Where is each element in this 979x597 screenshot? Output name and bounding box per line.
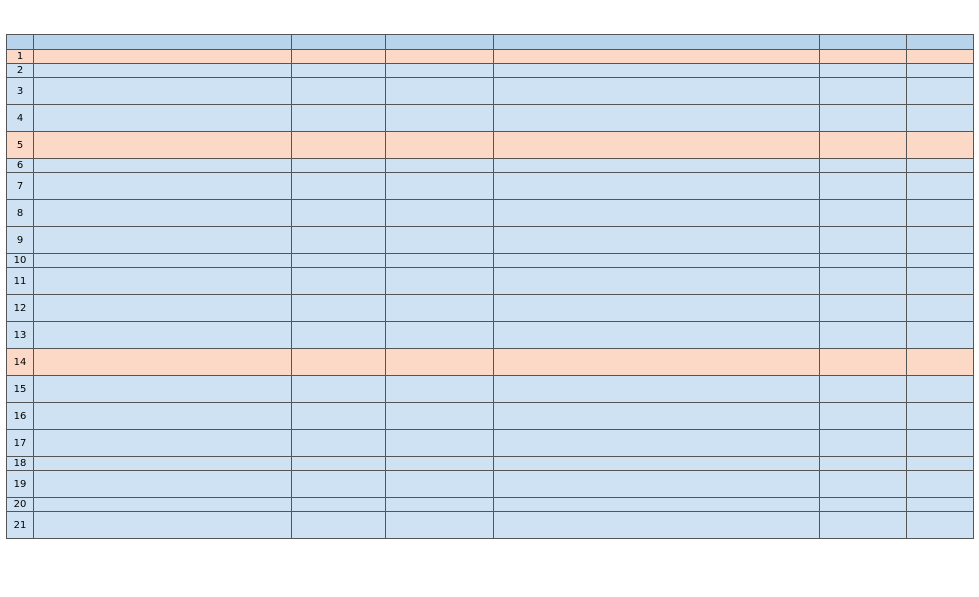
row-number: 5 xyxy=(7,132,34,159)
table-cell xyxy=(820,430,907,457)
table-row xyxy=(7,132,974,159)
table-cell xyxy=(907,376,974,403)
table-cell xyxy=(386,227,494,254)
table-cell xyxy=(34,376,292,403)
table-cell xyxy=(494,457,820,471)
table-cell xyxy=(820,105,907,132)
table-cell xyxy=(494,64,820,78)
row-number: 19 xyxy=(7,471,34,498)
row-number: 16 xyxy=(7,403,34,430)
table-cell xyxy=(820,471,907,498)
header-cell xyxy=(494,35,820,50)
table-cell xyxy=(494,254,820,268)
table-cell xyxy=(292,50,386,64)
table-cell xyxy=(820,64,907,78)
table-cell xyxy=(820,78,907,105)
row-number: 10 xyxy=(7,254,34,268)
table-cell xyxy=(494,471,820,498)
table-cell xyxy=(34,512,292,539)
table-cell xyxy=(292,268,386,295)
table-cell xyxy=(494,105,820,132)
table-row xyxy=(7,200,974,227)
table-cell xyxy=(494,132,820,159)
table-cell xyxy=(494,512,820,539)
table-cell xyxy=(34,50,292,64)
table-cell xyxy=(386,498,494,512)
table-cell xyxy=(494,159,820,173)
table-cell xyxy=(820,254,907,268)
table-cell xyxy=(34,268,292,295)
table-cell xyxy=(292,498,386,512)
table-cell xyxy=(907,295,974,322)
table-cell xyxy=(907,403,974,430)
row-number: 18 xyxy=(7,457,34,471)
header-cell xyxy=(907,35,974,50)
table-row xyxy=(7,457,974,471)
table-row xyxy=(7,268,974,295)
table-cell xyxy=(386,173,494,200)
table-cell xyxy=(34,227,292,254)
header-cell xyxy=(820,35,907,50)
table-cell xyxy=(820,50,907,64)
table-row xyxy=(7,349,974,376)
table-cell xyxy=(292,471,386,498)
table-cell xyxy=(34,132,292,159)
table-cell xyxy=(34,349,292,376)
row-number: 15 xyxy=(7,376,34,403)
table-cell xyxy=(820,268,907,295)
table-cell xyxy=(386,349,494,376)
table-cell xyxy=(292,322,386,349)
row-number: 7 xyxy=(7,173,34,200)
table-cell xyxy=(494,322,820,349)
table-cell xyxy=(292,295,386,322)
table-cell xyxy=(386,322,494,349)
table-cell xyxy=(820,132,907,159)
table-cell xyxy=(386,132,494,159)
table-cell xyxy=(292,457,386,471)
table-cell xyxy=(34,200,292,227)
table-row xyxy=(7,471,974,498)
table-cell xyxy=(820,322,907,349)
table-cell xyxy=(820,403,907,430)
table-cell xyxy=(34,403,292,430)
table-cell xyxy=(386,78,494,105)
table-cell xyxy=(907,471,974,498)
row-number: 13 xyxy=(7,322,34,349)
table-row xyxy=(7,512,974,539)
table-cell xyxy=(907,498,974,512)
table-cell xyxy=(820,295,907,322)
row-number: 8 xyxy=(7,200,34,227)
table-cell xyxy=(907,50,974,64)
table-cell xyxy=(292,173,386,200)
table-header-row xyxy=(7,35,974,50)
table-row xyxy=(7,254,974,268)
table-cell xyxy=(386,295,494,322)
row-number: 14 xyxy=(7,349,34,376)
table-row xyxy=(7,64,974,78)
table-cell xyxy=(386,254,494,268)
table-cell xyxy=(386,159,494,173)
table-cell xyxy=(494,173,820,200)
table-cell xyxy=(494,78,820,105)
table-cell xyxy=(292,512,386,539)
table-cell xyxy=(494,430,820,457)
table-cell xyxy=(292,64,386,78)
row-number: 6 xyxy=(7,159,34,173)
table-row xyxy=(7,322,974,349)
table-row xyxy=(7,159,974,173)
table-cell xyxy=(907,349,974,376)
table-cell xyxy=(907,512,974,539)
table-row xyxy=(7,295,974,322)
header-cell xyxy=(7,35,34,50)
table-cell xyxy=(34,457,292,471)
table-cell xyxy=(907,254,974,268)
table-cell xyxy=(34,254,292,268)
table-cell xyxy=(494,295,820,322)
table-row xyxy=(7,173,974,200)
table-cell xyxy=(292,132,386,159)
table-cell xyxy=(386,376,494,403)
table-row xyxy=(7,227,974,254)
table-cell xyxy=(820,512,907,539)
table-row xyxy=(7,403,974,430)
table-cell xyxy=(820,200,907,227)
row-number: 17 xyxy=(7,430,34,457)
table-cell xyxy=(907,78,974,105)
table-cell xyxy=(34,105,292,132)
table-cell xyxy=(292,159,386,173)
table-cell xyxy=(34,173,292,200)
table-cell xyxy=(907,430,974,457)
table-cell xyxy=(292,349,386,376)
table-cell xyxy=(386,64,494,78)
table-row xyxy=(7,105,974,132)
header-cell xyxy=(386,35,494,50)
document-title xyxy=(0,0,979,33)
row-number: 4 xyxy=(7,105,34,132)
table-cell xyxy=(34,498,292,512)
table-cell xyxy=(820,159,907,173)
table-cell xyxy=(494,227,820,254)
table-cell xyxy=(292,105,386,132)
table-row xyxy=(7,78,974,105)
table-cell xyxy=(907,132,974,159)
table-cell xyxy=(292,78,386,105)
table-cell xyxy=(907,227,974,254)
table-cell xyxy=(820,498,907,512)
table-cell xyxy=(386,457,494,471)
table-cell xyxy=(820,173,907,200)
row-number: 20 xyxy=(7,498,34,512)
row-number: 9 xyxy=(7,227,34,254)
table-cell xyxy=(820,349,907,376)
table-cell xyxy=(494,498,820,512)
table-cell xyxy=(292,403,386,430)
table-cell xyxy=(820,227,907,254)
table-cell xyxy=(494,349,820,376)
table-cell xyxy=(907,268,974,295)
table-cell xyxy=(494,200,820,227)
table-cell xyxy=(494,268,820,295)
table-cell xyxy=(386,50,494,64)
table-cell xyxy=(907,457,974,471)
table-cell xyxy=(907,64,974,78)
table-cell xyxy=(820,457,907,471)
table-cell xyxy=(34,64,292,78)
table-cell xyxy=(292,254,386,268)
table-cell xyxy=(386,512,494,539)
table-cell xyxy=(386,430,494,457)
table-cell xyxy=(907,173,974,200)
table-cell xyxy=(292,227,386,254)
row-number: 21 xyxy=(7,512,34,539)
table-cell xyxy=(34,471,292,498)
table-cell xyxy=(292,200,386,227)
table-row xyxy=(7,498,974,512)
table-cell xyxy=(386,403,494,430)
row-number: 3 xyxy=(7,78,34,105)
table-row xyxy=(7,376,974,403)
table-cell xyxy=(494,376,820,403)
table-cell xyxy=(34,322,292,349)
table-cell xyxy=(34,78,292,105)
table-cell xyxy=(907,200,974,227)
row-number: 12 xyxy=(7,295,34,322)
table-cell xyxy=(907,105,974,132)
table-cell xyxy=(292,376,386,403)
table-row xyxy=(7,50,974,64)
table-cell xyxy=(386,200,494,227)
table-cell xyxy=(907,322,974,349)
table-cell xyxy=(494,403,820,430)
table-cell xyxy=(34,159,292,173)
award-table xyxy=(6,34,974,539)
table-cell xyxy=(292,430,386,457)
header-cell xyxy=(292,35,386,50)
table-cell xyxy=(494,50,820,64)
table-cell xyxy=(386,105,494,132)
row-number: 1 xyxy=(7,50,34,64)
table-row xyxy=(7,430,974,457)
header-cell xyxy=(34,35,292,50)
row-number: 2 xyxy=(7,64,34,78)
table-cell xyxy=(820,376,907,403)
table-cell xyxy=(386,471,494,498)
table-cell xyxy=(907,159,974,173)
table-cell xyxy=(34,295,292,322)
row-number: 11 xyxy=(7,268,34,295)
table-cell xyxy=(34,430,292,457)
table-cell xyxy=(386,268,494,295)
